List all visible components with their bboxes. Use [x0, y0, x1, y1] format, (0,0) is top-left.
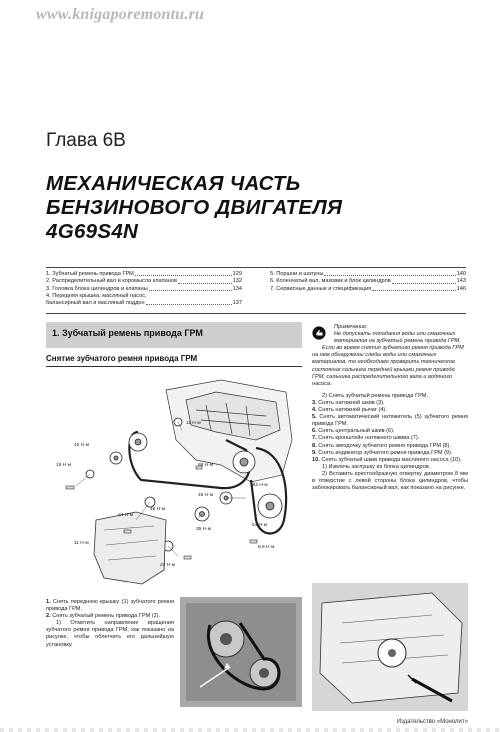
right-text-column [312, 324, 468, 492]
toc-item[interactable]: 3. Головка блока цилиндров и клапаны 134 [46, 285, 242, 292]
step-item: 1. Снять переднюю крышку (1) зубчатого ремня привода ГРМ. [46, 599, 174, 613]
step-item: 8. Снять звездочку зубчатого ремня привода ГРМ (8). [312, 442, 451, 449]
toc-item[interactable]: 1. Зубчатый ремень привода ГРМ 129 [46, 271, 242, 277]
note-body: Не допускать попадания воды или смазочных материалов на зубчатый ремень привода ГРМ. [334, 331, 461, 345]
torque-label: 182 Н·м [250, 483, 268, 488]
site-watermark: www.knigaporemontu.ru [36, 6, 205, 23]
toc-top-rule [46, 267, 466, 268]
toc-item[interactable]: 7. Сервисные данные и спецификация 146 [270, 285, 466, 292]
title-line: 4G69S4N [46, 220, 139, 243]
torque-label: 45 Н·м [74, 443, 90, 448]
torque-label: 19 Н·м [56, 463, 72, 468]
toc-bottom-rule [46, 313, 466, 314]
step-item: 10. Снять зубчатый шкив привода масляного насоса (10). [312, 456, 462, 463]
note-pointing-hand-icon [312, 326, 326, 340]
step-item: 6. Снять центральный шкив (6). [312, 428, 395, 435]
step-item: 1) Извлечь заглушку из блока цилиндров. [322, 463, 431, 470]
table-of-contents [46, 271, 466, 315]
scan-edge [0, 728, 500, 732]
torque-label: 35 Н·м [196, 527, 212, 532]
toc-item[interactable]: 4. Передняя крышка, масляный насос, [46, 292, 147, 299]
torque-label: 24 Н·м [118, 513, 134, 518]
note-block [334, 324, 468, 345]
torque-label: 11 Н·м [186, 421, 201, 426]
note-title: Примечание: [334, 324, 368, 330]
torque-label: 48 Н·м [150, 507, 166, 512]
right-steps-list [312, 393, 468, 492]
engine-belt-photo [180, 597, 302, 707]
subsection-heading: Снятие зубчатого ремня привода ГРМ [46, 354, 198, 363]
balancer-shaft-lock-illustration [312, 583, 468, 711]
torque-label: 22 Н·м [160, 563, 176, 568]
step-item: 2. Снять зубчатый ремень привода ГРМ (2). [46, 613, 161, 620]
step-item: 4. Снять натяжной рычаг (4). [312, 407, 387, 414]
title-line: МЕХАНИЧЕСКАЯ ЧАСТЬ [46, 172, 301, 195]
toc-item[interactable]: 5. Поршни и шатуны 140 [270, 271, 466, 277]
step-item: 2) Вставить крестообразную отвертку диаметром 8 мм в отверстие с левой стороны блока цилиндров, чтобы заблокировать балансирный вал, как показано на рисунке. [312, 470, 468, 492]
step-item: 9. Снять индикатор зубчатого ремня привода ГРМ (9). [312, 449, 453, 456]
step-item: 5. Снять автоматический натяжитель (5) зубчатого ремня привода ГРМ. [312, 414, 468, 428]
torque-label: 11 Н·м [74, 541, 89, 546]
step-item: 7. Снять кронштейн натяжного шкива (7). [312, 435, 420, 442]
title-line: БЕНЗИНОВОГО ДВИГАТЕЛЯ [46, 196, 343, 219]
toc-item[interactable]: 6. Коленчатый вал, маховик и блок цилиндров 143 [270, 278, 466, 285]
left-steps-list [46, 599, 174, 649]
torque-label: 54 Н·м [252, 523, 268, 528]
torque-label: 45 Н·м [198, 493, 214, 498]
timing-belt-diagram [46, 370, 302, 592]
note-body-continued: Если во время снятия зубчатого ремня привода ГРМ на нем обнаружены следы воды или смазочных материалов, то необходимо проверить техническое состояние сальника передней крышки ремня привода ГРМ, сальника распределительного вала и водяного насоса. [312, 345, 464, 387]
step-item: 1) Отметить направление вращения зубчатого ремня привода ГРМ, как показано на рисунке, чтобы облегчить его дальнейшую установку. [46, 620, 174, 648]
section-header [46, 322, 302, 348]
toc-column-right [270, 271, 466, 293]
chapter-heading: Глава 6В [46, 130, 126, 151]
toc-column-left [46, 271, 242, 307]
step-item: 3. Снять натяжной шкив (3). [312, 399, 385, 406]
page-title [46, 172, 466, 244]
section-title: 1. Зубчатый ремень привода ГРМ [52, 328, 203, 338]
step-item: 2) Снять зубчатый ремень привода ГРМ. [322, 392, 428, 399]
publisher-credit: Издательство «Монолит» [396, 719, 468, 725]
toc-item[interactable]: балансирный вал и масляный поддон 137 [46, 300, 242, 307]
toc-item[interactable]: 2. Распределительный вал и коромысла клапанов 132 [46, 278, 242, 285]
torque-label: 8,8 Н·м [258, 545, 275, 550]
subsection-rule [46, 366, 302, 367]
torque-label: 88 Н·м [198, 463, 214, 468]
